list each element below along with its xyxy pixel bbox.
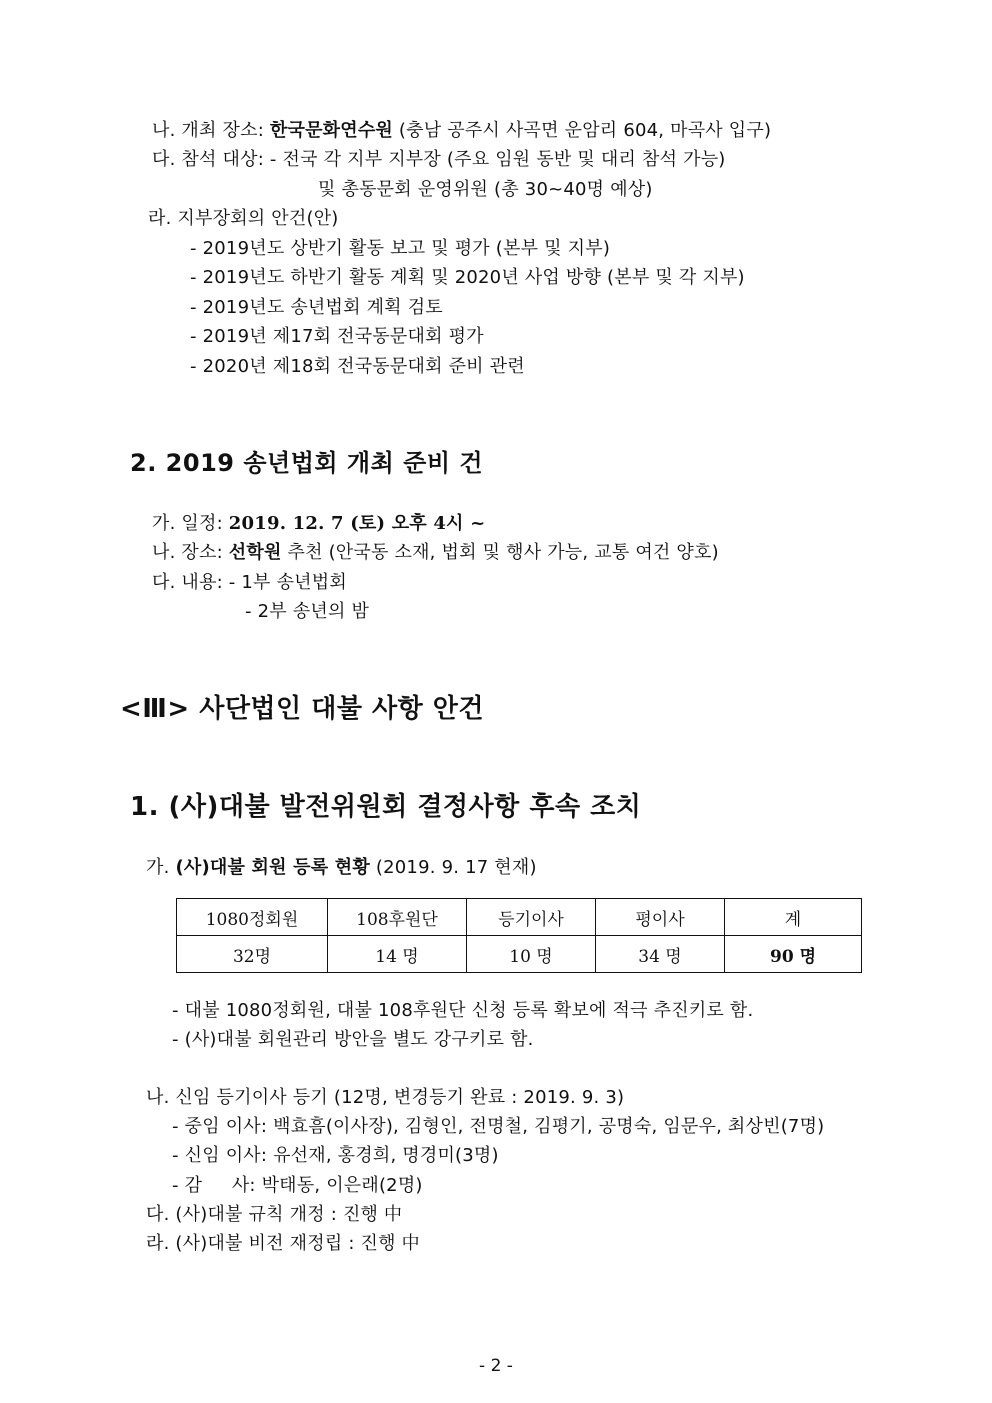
schedule-value: 2019. 12. 7 (토) 오후 4시 ~ xyxy=(228,513,486,534)
vision-line: 라. (사)대불 비전 재정립 : 진행 中 xyxy=(146,1233,420,1254)
section-heading-year-end-service: 2. 2019 송년법회 개최 준비 건 xyxy=(130,449,484,477)
directors-title: 나. 신임 등기이사 등기 (12명, 변경등기 완료 : 2019. 9. 3) xyxy=(146,1087,625,1108)
membership-status-title: (사)대불 회원 등록 현황 xyxy=(175,857,370,878)
table-header-cell: 등기이사 xyxy=(467,899,596,936)
meeting-place-address: (충남 공주시 사곡면 운암리 604, 마곡사 입구) xyxy=(393,120,772,141)
table-header-cell: 계 xyxy=(725,899,862,936)
note-item: - (사)대불 회원관리 방안을 별도 강구키로 함. xyxy=(172,1029,534,1050)
attendees-line-1: 다. 참석 대상: - 전국 각 지부 지부장 (주요 임원 동반 및 대리 참석 가능) xyxy=(152,149,726,170)
venue-details: 추천 (안국동 소재, 법회 및 행사 가능, 교통 여건 양호) xyxy=(281,542,719,563)
membership-status-prefix: 가. xyxy=(146,857,176,878)
table-cell: 32명 xyxy=(177,936,328,973)
schedule-prefix: 가. 일정: xyxy=(152,513,229,534)
table-header-cell: 108후원단 xyxy=(328,899,467,936)
table-cell: 34 명 xyxy=(596,936,725,973)
program-line-2: - 2부 송년의 밤 xyxy=(245,601,370,622)
venue-line xyxy=(152,541,719,565)
agenda-item: - 2019년도 송년법회 계획 검토 xyxy=(190,297,443,318)
note-item: - 대불 1080정회원, 대불 108후원단 신청 등록 확보에 적극 추진키로 함. xyxy=(172,1000,754,1021)
table-cell-total: 90 명 xyxy=(725,936,862,973)
venue-prefix: 나. 장소: xyxy=(152,542,229,563)
director-line: - 신임 이사: 유선재, 홍경희, 명경미(3명) xyxy=(172,1145,499,1166)
venue-name: 선학원 xyxy=(228,542,282,563)
table-header-row xyxy=(177,899,862,936)
agenda-item: - 2020년 제18회 전국동문대회 준비 관련 xyxy=(190,356,525,377)
director-line: - 중임 이사: 백효흠(이사장), 김형인, 전명철, 김평기, 공명숙, 임문우, 최상빈(7명) xyxy=(172,1116,825,1137)
attendees-line-2: 및 총동문회 운영위원 (총 30~40명 예상) xyxy=(318,179,653,200)
membership-table xyxy=(176,898,862,973)
page-number: - 2 - xyxy=(479,1356,513,1376)
section-heading-corporation: <Ⅲ> 사단법인 대불 사항 안건 xyxy=(120,694,485,724)
agenda-item: - 2019년도 하반기 활동 계획 및 2020년 사업 방향 (본부 및 각 지부) xyxy=(190,267,745,288)
section-heading-followup: 1. (사)대불 발전위원회 결정사항 후속 조치 xyxy=(130,792,642,822)
meeting-place-prefix: 나. 개최 장소: xyxy=(152,120,270,141)
table-row xyxy=(177,936,862,973)
agenda-item: - 2019년 제17회 전국동문대회 평가 xyxy=(190,326,484,347)
agenda-item: - 2019년도 상반기 활동 보고 및 평가 (본부 및 지부) xyxy=(190,238,611,259)
table-cell: 14 명 xyxy=(328,936,467,973)
rules-revision-line: 다. (사)대불 규칙 개정 : 진행 中 xyxy=(146,1204,403,1225)
meeting-place-line xyxy=(152,119,771,143)
schedule-line xyxy=(152,512,485,536)
membership-status-line xyxy=(146,856,537,880)
program-line-1: 다. 내용: - 1부 송년법회 xyxy=(152,572,347,593)
table-header-cell: 1080정회원 xyxy=(177,899,328,936)
agenda-title: 라. 지부장회의 안건(안) xyxy=(148,208,339,229)
table-cell: 10 명 xyxy=(467,936,596,973)
membership-status-date: (2019. 9. 17 현재) xyxy=(369,857,537,878)
table-header-cell: 평이사 xyxy=(596,899,725,936)
director-line: - 감 사: 박태동, 이은래(2명) xyxy=(172,1175,423,1196)
meeting-place-name: 한국문화연수원 xyxy=(269,120,394,141)
